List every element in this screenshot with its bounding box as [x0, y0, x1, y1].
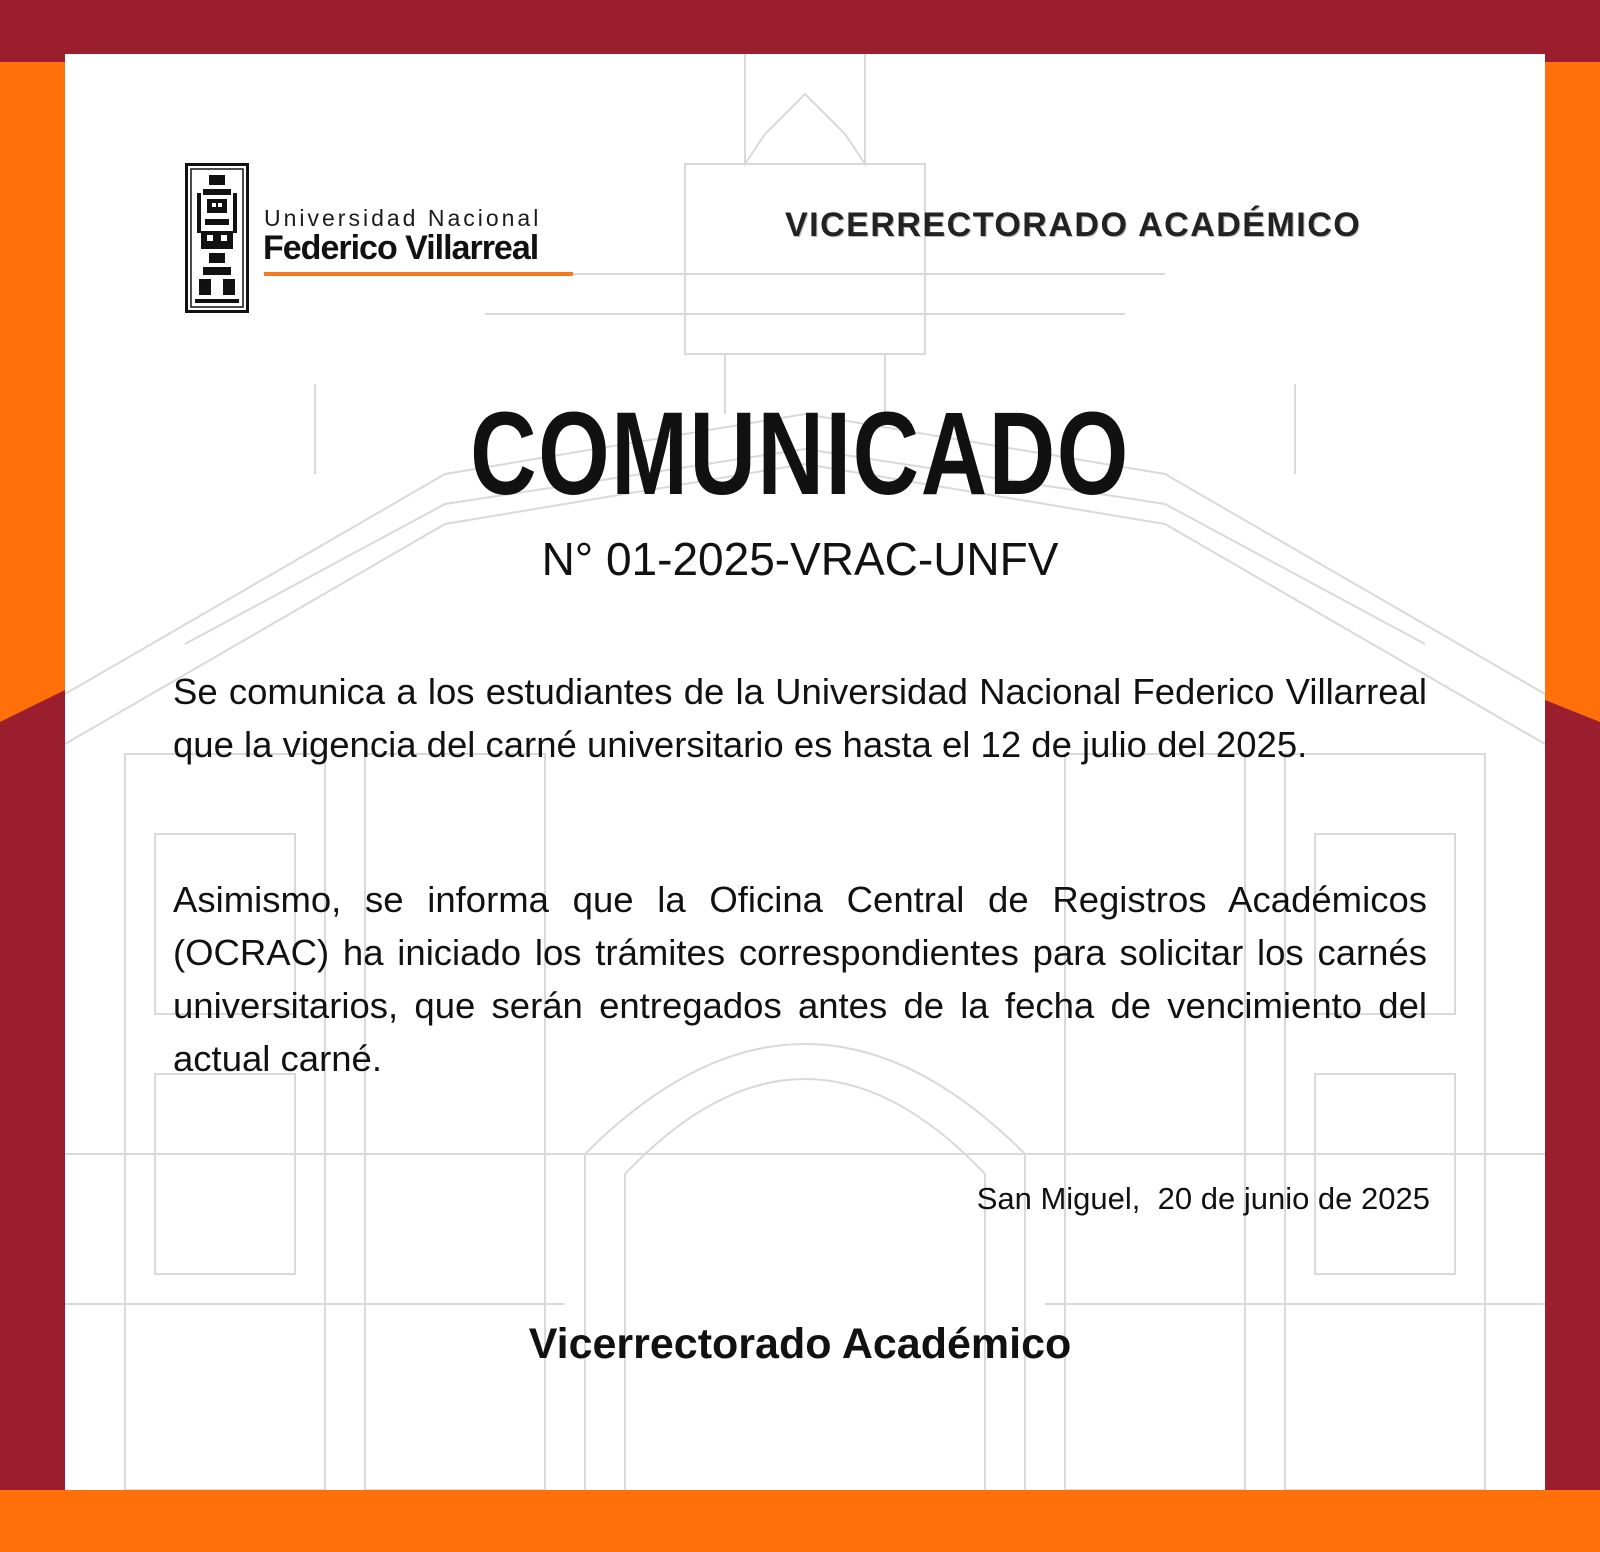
department-header: VICERRECTORADO ACADÉMICO: [785, 206, 1362, 244]
chavin-staff-god-emblem-icon: [185, 163, 249, 313]
university-logo: [185, 163, 585, 315]
body-paragraph-1: Se comunica a los estudiantes de la Universidad Nacional Federico Villarreal que la vigencia del carné universitario es hasta el 12 de julio del 2025.: [173, 671, 1427, 765]
logo-university-line2: Federico Villarreal: [263, 229, 539, 267]
document-number: N° 01-2025-VRAC-UNFV: [541, 533, 1059, 585]
page-title: COMUNICADO: [470, 388, 1130, 520]
logo-university-line1: Universidad Nacional: [264, 205, 542, 231]
signature: Vicerrectorado Académico: [528, 1320, 1072, 1368]
place-date: San Miguel, 20 de junio de 2025: [976, 1181, 1430, 1216]
body-paragraph-2: Asimismo, se informa que la Oficina Central de Registros Académicos (OCRAC) ha iniciado los trámites correspondientes para solicitar los carnés universitarios, que serán entregados antes de la fecha de vencimiento del actual carné.: [173, 879, 1427, 1079]
logo-underline: [264, 272, 573, 276]
